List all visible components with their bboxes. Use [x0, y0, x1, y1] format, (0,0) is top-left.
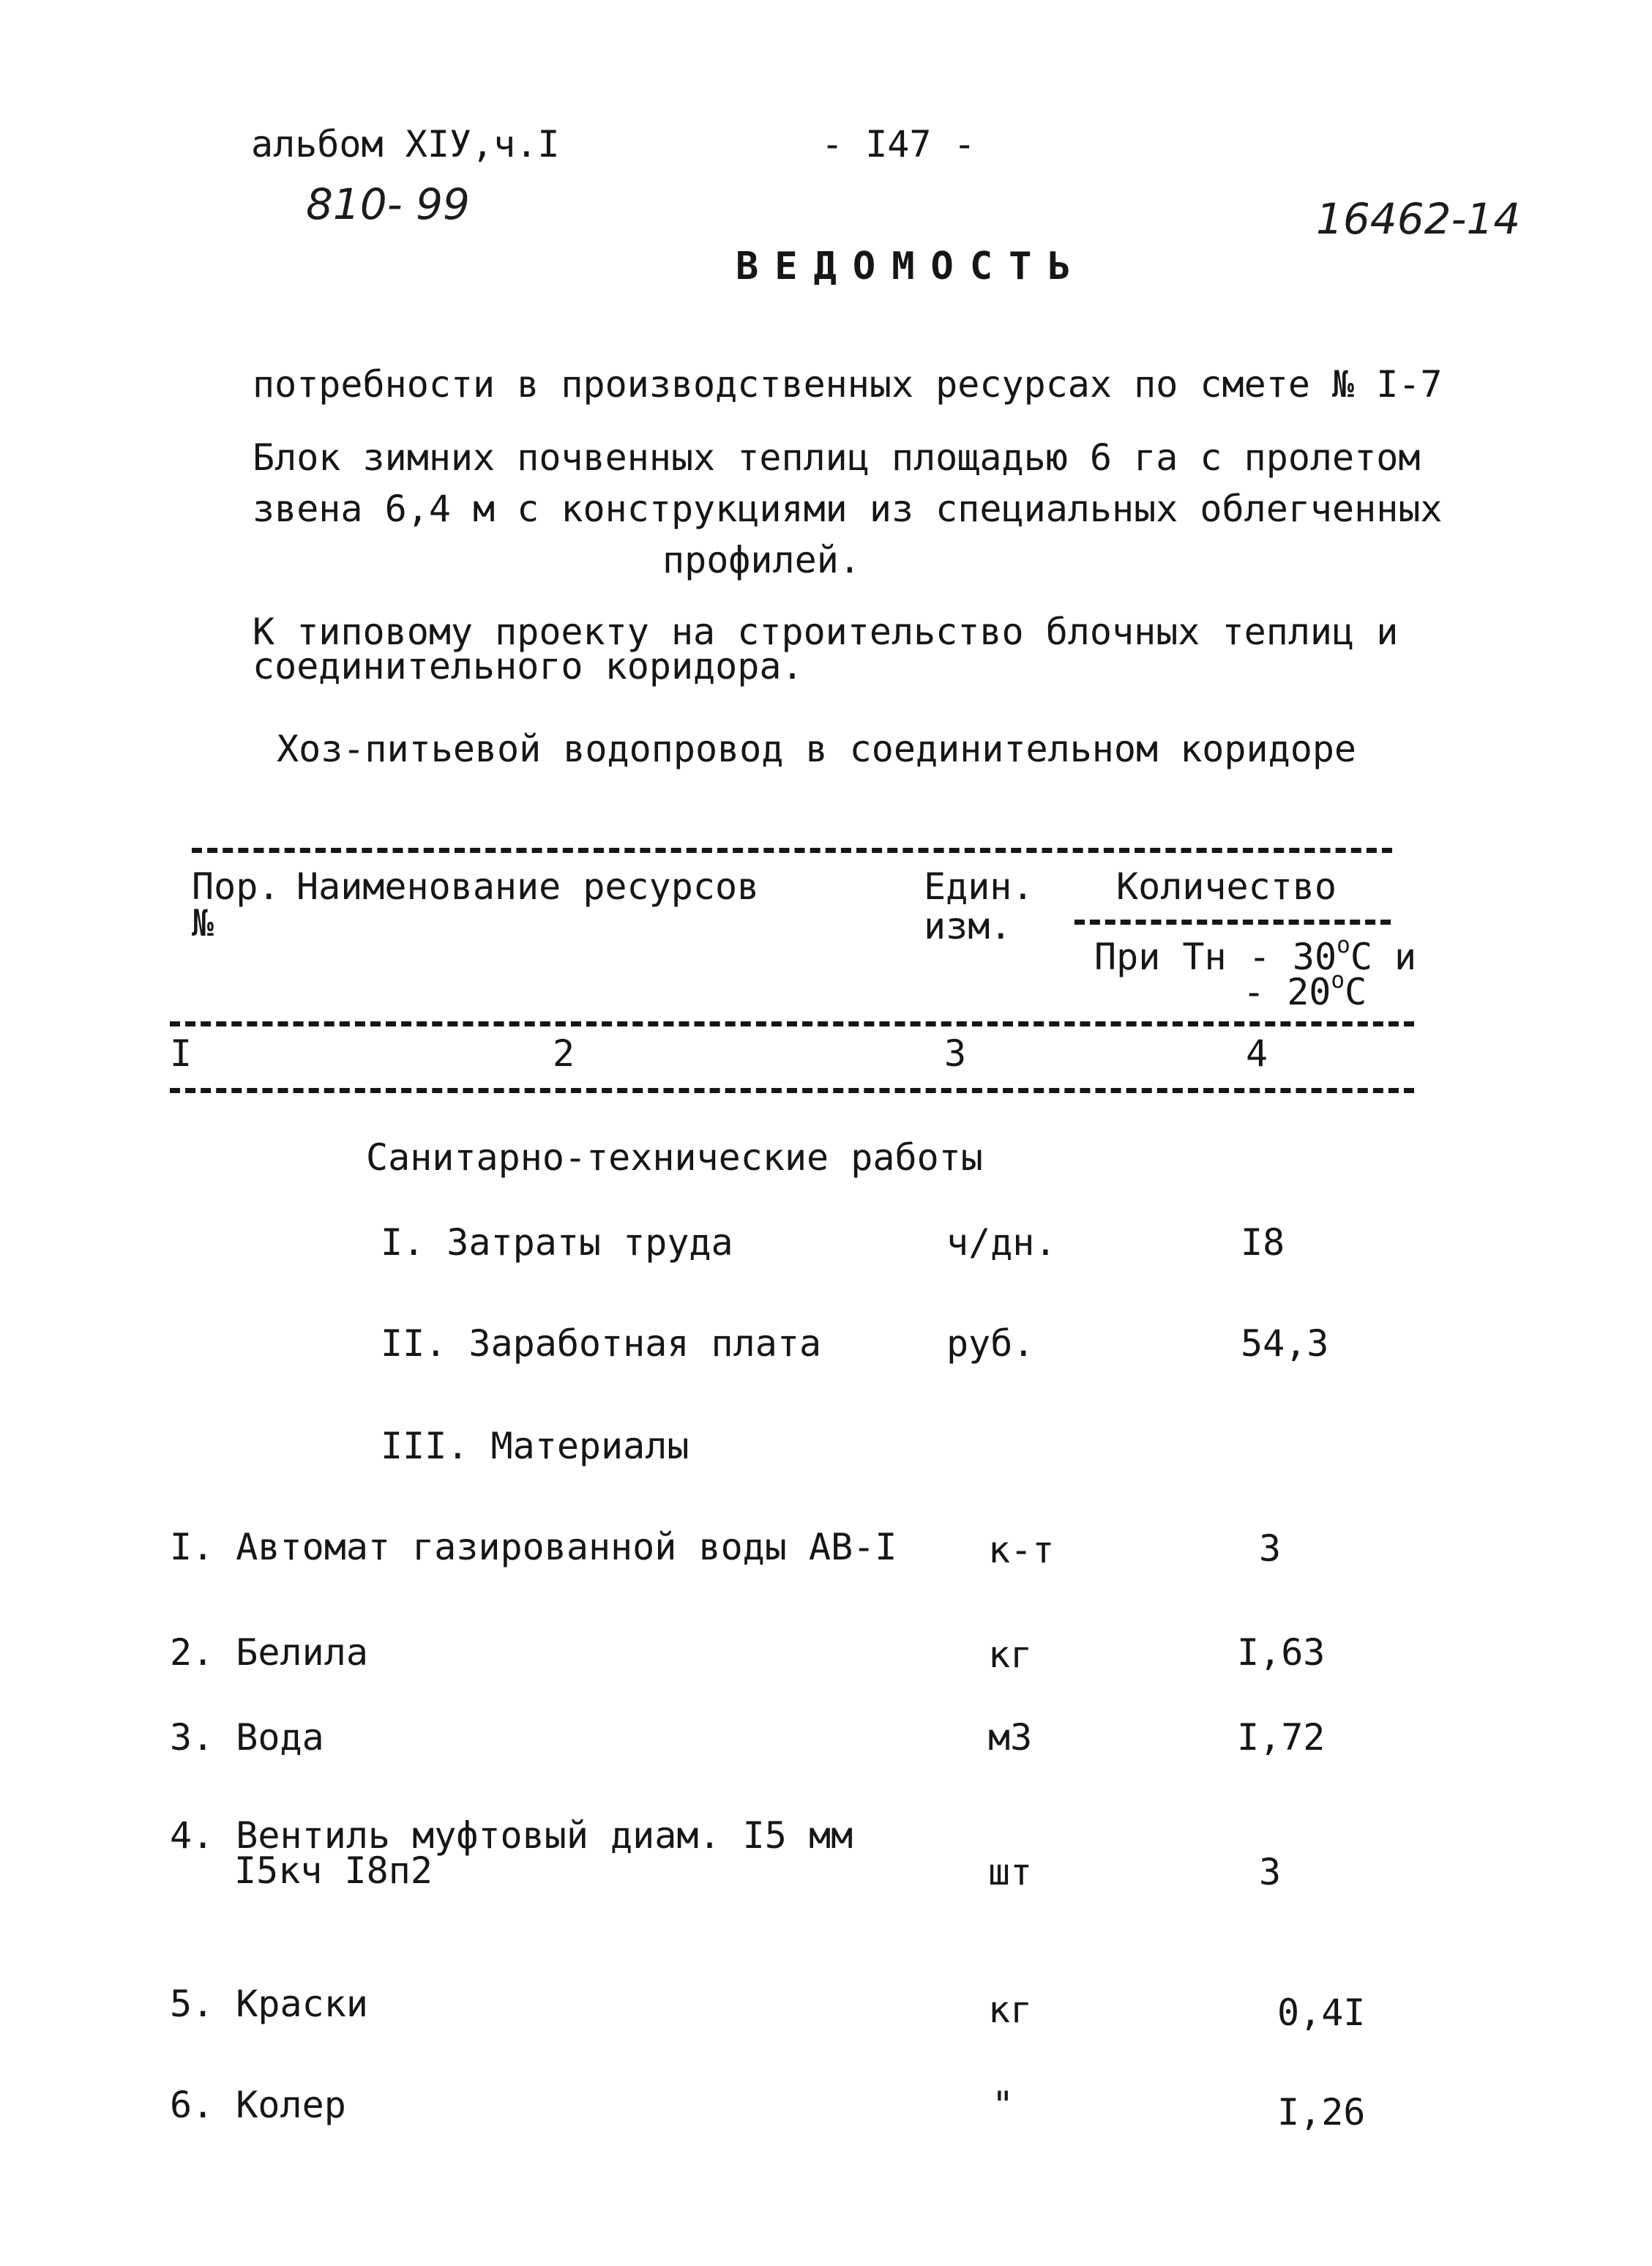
material-value: I,26 — [1277, 2091, 1366, 2133]
handwritten-project-code: 810- 99 — [306, 179, 470, 229]
col-name-header: Наименование ресурсов — [296, 865, 760, 908]
wage-unit: руб. — [946, 1322, 1035, 1365]
col-number-index-2: 2 — [553, 1032, 575, 1075]
col-number-sign: № — [192, 902, 214, 944]
intro-line-1: потребности в производственных ресурсах по смете № I-7 — [253, 363, 1443, 406]
material-name: 5. Краски — [170, 1983, 368, 2025]
col-number-index-4: 4 — [1246, 1032, 1268, 1075]
table-header-rule — [170, 1021, 1414, 1026]
material-name: 3. Вода — [170, 1716, 324, 1759]
labor-cost-value: I8 — [1241, 1221, 1285, 1264]
quantity-subheader-rule — [1074, 920, 1391, 925]
page-number: - I47 - — [821, 123, 976, 165]
intro-line-4: профилей. — [662, 539, 861, 581]
temperature-condition-line-2: - 20$^o$C — [1243, 966, 1367, 1013]
material-value: 3 — [1259, 1527, 1282, 1570]
section-title: Санитарно-технические работы — [366, 1136, 983, 1179]
material-name: 6. Колер — [170, 2084, 346, 2126]
material-unit: шт — [988, 1851, 1033, 1893]
material-name: 4. Вентиль муфтовый диам. I5 мм — [170, 1814, 853, 1857]
intro-line-7: Хоз-питьевой водопровод в соединительном коридоре — [277, 728, 1357, 770]
col-unit-header: Един. — [924, 865, 1034, 908]
intro-line-2: Блок зимних почвенных теплиц площадью 6 га с пролетом — [253, 436, 1421, 479]
handwritten-inventory-number: 16462-14 — [1316, 194, 1521, 244]
wage-label: II. Заработная плата — [381, 1322, 822, 1365]
document-title: ВЕДОМОСТЬ — [736, 245, 1087, 288]
material-name: 2. Белила — [170, 1631, 368, 1674]
album-reference: альбом XIУ,ч.I — [251, 123, 560, 165]
material-unit: к-т — [988, 1529, 1055, 1571]
material-unit: " — [992, 2084, 1014, 2126]
material-value: 0,4I — [1277, 1991, 1366, 2034]
material-unit: кг — [988, 1633, 1033, 1676]
table-top-rule — [192, 848, 1392, 853]
col-unit-header-sub: изм. — [924, 905, 1012, 947]
col-quantity-header: Количество — [1116, 865, 1337, 908]
intro-line-3: звена 6,4 м с конструкциями из специальных облегченных — [253, 488, 1443, 530]
labor-cost-label: I. Затраты труда — [381, 1221, 733, 1264]
wage-value: 54,3 — [1241, 1322, 1329, 1365]
col-number-index-1: I — [170, 1032, 193, 1075]
material-value: I,72 — [1237, 1716, 1326, 1759]
intro-line-5: К типовому проекту на строительство блочных теплиц и — [253, 611, 1399, 653]
table-index-rule — [170, 1088, 1414, 1093]
temperature-condition-line-1: При Тн - 30$^o$C и — [1094, 931, 1417, 978]
material-name: I. Автомат газированной воды АВ-I — [170, 1526, 897, 1568]
col-number-index-3: 3 — [944, 1032, 967, 1075]
labor-cost-unit: ч/дн. — [946, 1221, 1057, 1264]
material-unit: м3 — [988, 1716, 1033, 1759]
intro-line-6: соединительного коридора. — [253, 645, 804, 687]
material-name-continued: I5кч I8п2 — [234, 1849, 433, 1892]
materials-label: III. Материалы — [381, 1425, 689, 1467]
material-unit: кг — [988, 1989, 1033, 2031]
material-value: I,63 — [1237, 1631, 1326, 1674]
material-value: 3 — [1259, 1851, 1282, 1893]
col-number-header: Пор. — [192, 865, 280, 908]
